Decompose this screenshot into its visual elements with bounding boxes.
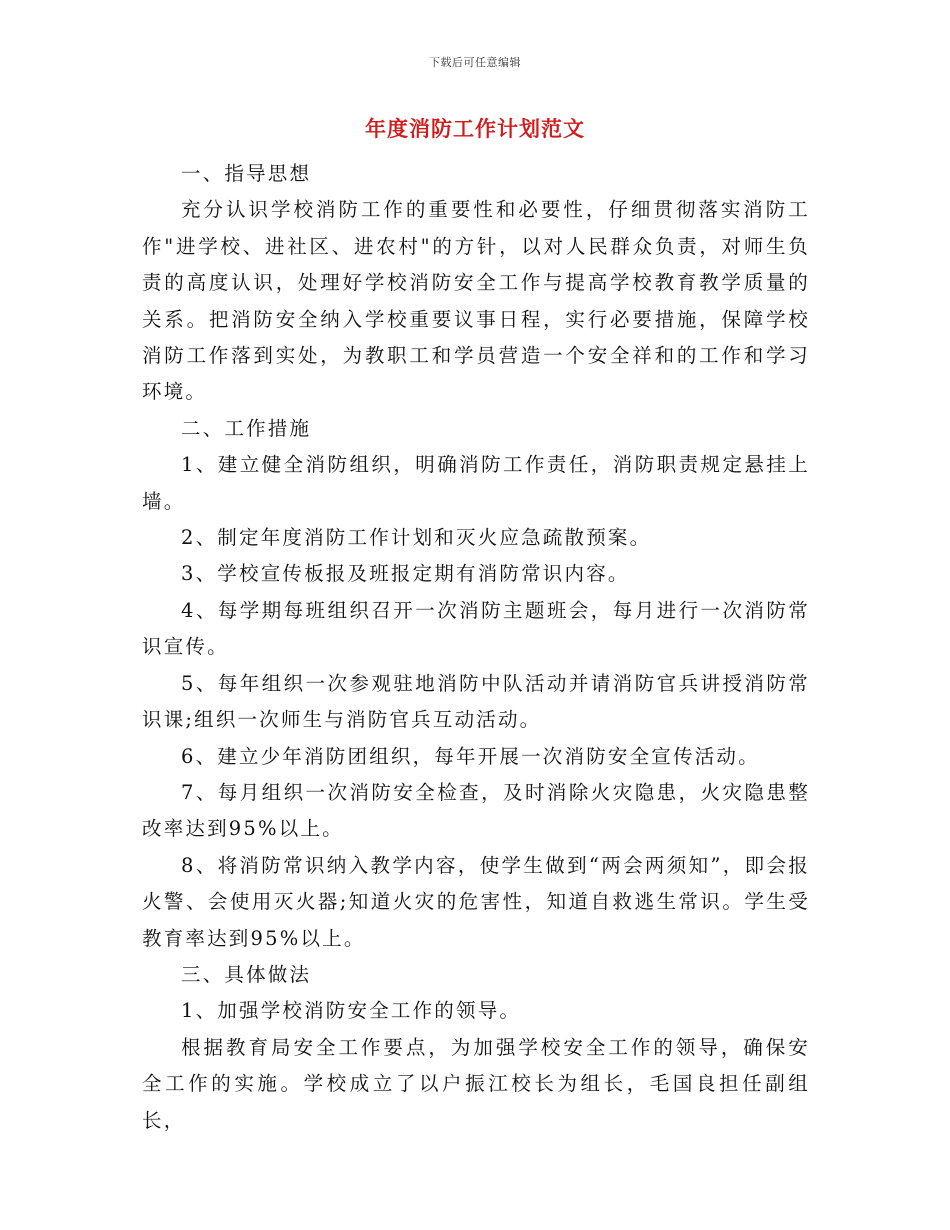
measure-item-7: 7、每月组织一次消防安全检查，及时消除火灾隐患，火灾隐患整改率达到95%以上。 [142, 780, 810, 841]
header-note: 下载后可任意编辑 [429, 56, 521, 69]
practice-item-1: 1、加强学校消防安全工作的领导。 [181, 999, 522, 1023]
paragraph-practice-1-detail: 根据教育局安全工作要点，为加强学校安全工作的领导，确保安全工作的实施。学校成立了以户振江校长为组长，毛国良担任副组长， [142, 1035, 810, 1132]
document-body [142, 156, 810, 1139]
document-title: 年度消防工作计划范文 [365, 116, 585, 141]
measure-item-6: 6、建立少年消防团组织，每年开展一次消防安全宣传活动。 [181, 744, 760, 768]
measure-item-1: 1、建立健全消防组织，明确消防工作责任，消防职责规定悬挂上墙。 [142, 453, 810, 513]
measure-item-8: 8、将消防常识纳入教学内容，使学生做到“两会两须知”，即会报火警、会使用灭火器;知道火灾的危害性，知道自救逃生常识。学生受教育率达到95%以上。 [142, 853, 810, 950]
paragraph-guiding-thought: 充分认识学校消防工作的重要性和必要性，仔细贯彻落实消防工作"进学校、进社区、进农村"的方针，以对人民群众负责，对师生负责的高度认识，处理好学校消防安全工作与提高学校教育教学质量的关系。把消防安全纳入学校重要议事日程，实行必要措施，保障学校消防工作落到实处，为教职工和学员营造一个安全祥和的工作和学习环境。 [142, 198, 810, 404]
measure-item-2: 2、制定年度消防工作计划和灭火应急疏散预案。 [181, 526, 652, 550]
measure-item-4: 4、每学期每班组织召开一次消防主题班会，每月进行一次消防常识宣传。 [142, 598, 810, 659]
measure-item-3: 3、学校宣传板报及班报定期有消防常识内容。 [181, 562, 630, 586]
heading-work-measures: 二、工作措施 [181, 416, 312, 440]
measure-item-5: 5、每年组织一次参观驻地消防中队活动并请消防官兵讲授消防常识课;组织一次师生与消防官兵互动活动。 [142, 671, 810, 732]
heading-guiding-thought: 一、指导思想 [181, 162, 312, 185]
heading-specific-practices: 三、具体做法 [181, 962, 312, 986]
